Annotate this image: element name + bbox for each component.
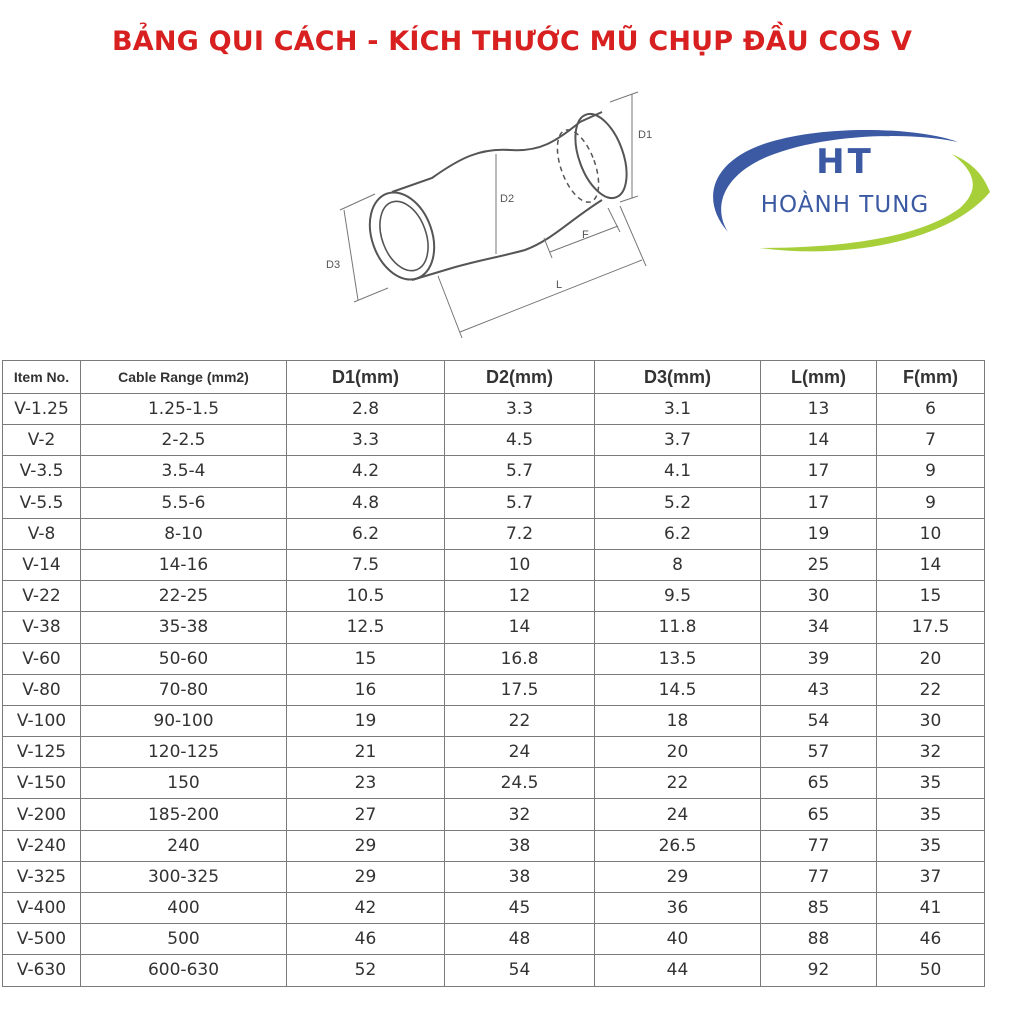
table-row xyxy=(3,549,985,580)
f-cell: 17.5 xyxy=(877,612,985,643)
d3-cell: 40 xyxy=(595,924,761,955)
d2-cell: 5.7 xyxy=(445,487,595,518)
d1-cell: 29 xyxy=(287,830,445,861)
table-row xyxy=(3,737,985,768)
f-cell: 9 xyxy=(877,487,985,518)
l-cell: 77 xyxy=(761,861,877,892)
header-f: F(mm) xyxy=(877,361,985,394)
f-cell: 30 xyxy=(877,705,985,736)
f-cell: 50 xyxy=(877,955,985,986)
d1-cell: 27 xyxy=(287,799,445,830)
l-cell: 77 xyxy=(761,830,877,861)
d2-label: D2 xyxy=(500,193,515,205)
table-row xyxy=(3,456,985,487)
d2-cell: 22 xyxy=(445,705,595,736)
cable-range-cell: 500 xyxy=(81,924,287,955)
d3-cell: 6.2 xyxy=(595,518,761,549)
d3-cell: 11.8 xyxy=(595,612,761,643)
f-cell: 32 xyxy=(877,737,985,768)
cable-range-cell: 120-125 xyxy=(81,737,287,768)
cable-range-cell: 70-80 xyxy=(81,674,287,705)
d2-cell: 38 xyxy=(445,830,595,861)
spec-table xyxy=(2,360,985,987)
cable-range-cell: 3.5-4 xyxy=(81,456,287,487)
logo-swoosh xyxy=(690,120,1000,260)
item-no-cell: V-200 xyxy=(3,799,81,830)
cable-range-cell: 8-10 xyxy=(81,518,287,549)
cable-range-cell: 400 xyxy=(81,893,287,924)
cap-drawing xyxy=(320,80,680,350)
l-label: L xyxy=(556,279,563,291)
d2-cell: 38 xyxy=(445,861,595,892)
d1-cell: 29 xyxy=(287,861,445,892)
cap-dimension-diagram xyxy=(320,80,680,350)
page-title: BẢNG QUI CÁCH - KÍCH THƯỚC MŨ CHỤP ĐẦU COS V xyxy=(111,26,913,57)
f-cell: 41 xyxy=(877,893,985,924)
f-cell: 35 xyxy=(877,830,985,861)
d2-cell: 5.7 xyxy=(445,456,595,487)
logo-mark: HT xyxy=(816,142,874,182)
d3-cell: 36 xyxy=(595,893,761,924)
d3-cell: 22 xyxy=(595,768,761,799)
logo-company-name: HOÀNH TUNG xyxy=(760,192,930,218)
d1-cell: 4.8 xyxy=(287,487,445,518)
header-cable-range: Cable Range (mm2) xyxy=(81,361,287,394)
l-cell: 30 xyxy=(761,581,877,612)
d1-cell: 23 xyxy=(287,768,445,799)
d2-cell: 32 xyxy=(445,799,595,830)
d1-cell: 10.5 xyxy=(287,581,445,612)
table-row xyxy=(3,893,985,924)
table-row xyxy=(3,581,985,612)
header-item-no: Item No. xyxy=(3,361,81,394)
item-no-cell: V-8 xyxy=(3,518,81,549)
table-row xyxy=(3,955,985,986)
item-no-cell: V-60 xyxy=(3,643,81,674)
cable-range-cell: 90-100 xyxy=(81,705,287,736)
d3-cell: 13.5 xyxy=(595,643,761,674)
d2-cell: 16.8 xyxy=(445,643,595,674)
table-row xyxy=(3,799,985,830)
f-cell: 35 xyxy=(877,768,985,799)
d1-cell: 3.3 xyxy=(287,425,445,456)
table-row xyxy=(3,674,985,705)
table-row xyxy=(3,705,985,736)
l-cell: 34 xyxy=(761,612,877,643)
d1-cell: 4.2 xyxy=(287,456,445,487)
table-row xyxy=(3,487,985,518)
d3-cell: 44 xyxy=(595,955,761,986)
item-no-cell: V-125 xyxy=(3,737,81,768)
item-no-cell: V-2 xyxy=(3,425,81,456)
d3-cell: 29 xyxy=(595,861,761,892)
d1-cell: 15 xyxy=(287,643,445,674)
l-cell: 19 xyxy=(761,518,877,549)
d1-cell: 52 xyxy=(287,955,445,986)
f-cell: 6 xyxy=(877,394,985,425)
header-l: L(mm) xyxy=(761,361,877,394)
item-no-cell: V-22 xyxy=(3,581,81,612)
item-no-cell: V-630 xyxy=(3,955,81,986)
item-no-cell: V-100 xyxy=(3,705,81,736)
cable-range-cell: 600-630 xyxy=(81,955,287,986)
d1-cell: 16 xyxy=(287,674,445,705)
table-body xyxy=(3,394,985,987)
d3-label: D3 xyxy=(326,259,341,271)
header-d3: D3(mm) xyxy=(595,361,761,394)
l-cell: 54 xyxy=(761,705,877,736)
d2-cell: 3.3 xyxy=(445,394,595,425)
d1-cell: 21 xyxy=(287,737,445,768)
table-header-row xyxy=(3,361,985,394)
f-label: F xyxy=(582,229,589,241)
d2-cell: 45 xyxy=(445,893,595,924)
d1-label: D1 xyxy=(638,129,653,141)
d1-cell: 46 xyxy=(287,924,445,955)
item-no-cell: V-14 xyxy=(3,549,81,580)
l-cell: 25 xyxy=(761,549,877,580)
item-no-cell: V-1.25 xyxy=(3,394,81,425)
table-row xyxy=(3,643,985,674)
d2-cell: 12 xyxy=(445,581,595,612)
d2-cell: 48 xyxy=(445,924,595,955)
cable-range-cell: 22-25 xyxy=(81,581,287,612)
f-cell: 14 xyxy=(877,549,985,580)
cable-range-cell: 240 xyxy=(81,830,287,861)
l-cell: 17 xyxy=(761,456,877,487)
f-cell: 20 xyxy=(877,643,985,674)
item-no-cell: V-80 xyxy=(3,674,81,705)
d1-cell: 12.5 xyxy=(287,612,445,643)
d3-cell: 3.1 xyxy=(595,394,761,425)
l-cell: 14 xyxy=(761,425,877,456)
l-cell: 17 xyxy=(761,487,877,518)
item-no-cell: V-38 xyxy=(3,612,81,643)
table-row xyxy=(3,425,985,456)
l-cell: 65 xyxy=(761,799,877,830)
l-cell: 85 xyxy=(761,893,877,924)
cable-range-cell: 2-2.5 xyxy=(81,425,287,456)
cable-range-cell: 185-200 xyxy=(81,799,287,830)
item-no-cell: V-3.5 xyxy=(3,456,81,487)
f-cell: 7 xyxy=(877,425,985,456)
l-cell: 43 xyxy=(761,674,877,705)
d2-cell: 14 xyxy=(445,612,595,643)
d3-cell: 18 xyxy=(595,705,761,736)
l-cell: 65 xyxy=(761,768,877,799)
d2-cell: 7.2 xyxy=(445,518,595,549)
l-cell: 57 xyxy=(761,737,877,768)
f-cell: 15 xyxy=(877,581,985,612)
d3-cell: 14.5 xyxy=(595,674,761,705)
d2-cell: 24.5 xyxy=(445,768,595,799)
d1-cell: 7.5 xyxy=(287,549,445,580)
item-no-cell: V-240 xyxy=(3,830,81,861)
cable-range-cell: 300-325 xyxy=(81,861,287,892)
d1-cell: 6.2 xyxy=(287,518,445,549)
l-cell: 88 xyxy=(761,924,877,955)
d3-cell: 4.1 xyxy=(595,456,761,487)
d3-cell: 3.7 xyxy=(595,425,761,456)
item-no-cell: V-5.5 xyxy=(3,487,81,518)
d3-cell: 5.2 xyxy=(595,487,761,518)
f-cell: 22 xyxy=(877,674,985,705)
table-row xyxy=(3,612,985,643)
d2-cell: 24 xyxy=(445,737,595,768)
item-no-cell: V-400 xyxy=(3,893,81,924)
table-row xyxy=(3,394,985,425)
d1-cell: 42 xyxy=(287,893,445,924)
cable-range-cell: 150 xyxy=(81,768,287,799)
table-row xyxy=(3,768,985,799)
d1-cell: 2.8 xyxy=(287,394,445,425)
f-cell: 37 xyxy=(877,861,985,892)
cable-range-cell: 35-38 xyxy=(81,612,287,643)
d3-cell: 20 xyxy=(595,737,761,768)
f-cell: 10 xyxy=(877,518,985,549)
d3-cell: 26.5 xyxy=(595,830,761,861)
cable-range-cell: 1.25-1.5 xyxy=(81,394,287,425)
l-cell: 39 xyxy=(761,643,877,674)
f-cell: 9 xyxy=(877,456,985,487)
d3-cell: 24 xyxy=(595,799,761,830)
hoanh-tung-logo xyxy=(690,120,1000,260)
l-cell: 13 xyxy=(761,394,877,425)
header-d1: D1(mm) xyxy=(287,361,445,394)
item-no-cell: V-150 xyxy=(3,768,81,799)
header-d2: D2(mm) xyxy=(445,361,595,394)
d3-cell: 9.5 xyxy=(595,581,761,612)
d2-cell: 4.5 xyxy=(445,425,595,456)
item-no-cell: V-500 xyxy=(3,924,81,955)
cable-range-cell: 50-60 xyxy=(81,643,287,674)
table-row xyxy=(3,924,985,955)
d2-cell: 17.5 xyxy=(445,674,595,705)
l-cell: 92 xyxy=(761,955,877,986)
cable-range-cell: 5.5-6 xyxy=(81,487,287,518)
table-row xyxy=(3,861,985,892)
cable-range-cell: 14-16 xyxy=(81,549,287,580)
item-no-cell: V-325 xyxy=(3,861,81,892)
d3-cell: 8 xyxy=(595,549,761,580)
d2-cell: 10 xyxy=(445,549,595,580)
f-cell: 35 xyxy=(877,799,985,830)
f-cell: 46 xyxy=(877,924,985,955)
table-row xyxy=(3,518,985,549)
d1-cell: 19 xyxy=(287,705,445,736)
table-row xyxy=(3,830,985,861)
d2-cell: 54 xyxy=(445,955,595,986)
